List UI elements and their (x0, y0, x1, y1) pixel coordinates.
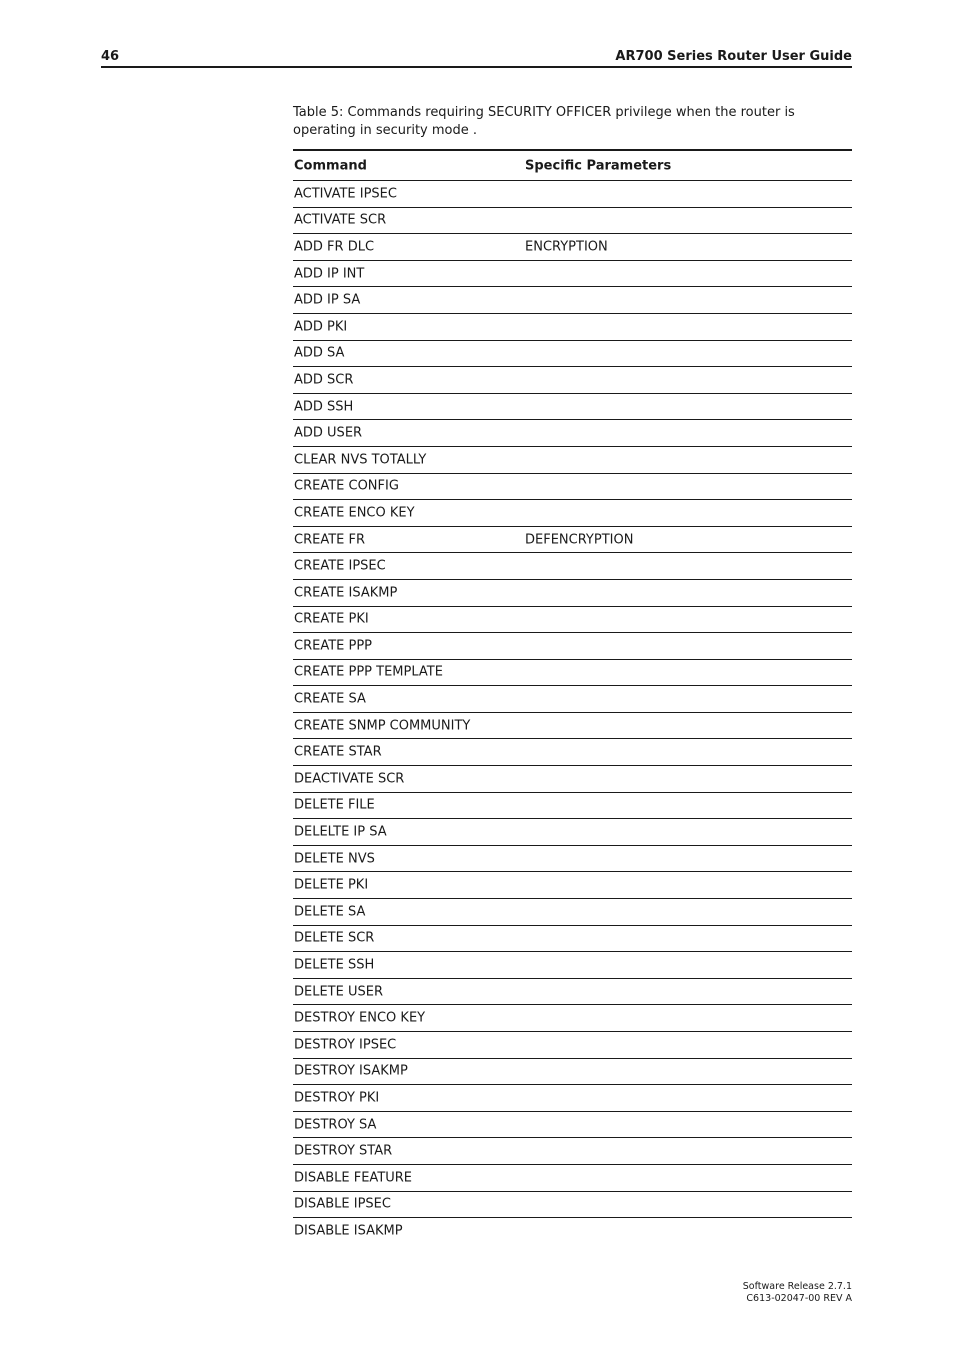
command-cell: DESTROY PKI (294, 1090, 380, 1106)
command-cell: DELETE PKI (294, 877, 369, 893)
table-row (293, 474, 852, 501)
page-footer (743, 1281, 852, 1305)
table-row (293, 261, 852, 288)
table-row (293, 793, 852, 820)
command-cell: CREATE ENCO KEY (294, 505, 415, 521)
command-cell: ACTIVATE IPSEC (294, 186, 397, 202)
table-row (293, 899, 852, 926)
table-row (293, 1032, 852, 1059)
table-row (293, 686, 852, 713)
table-row (293, 607, 852, 634)
command-cell: CREATE IPSEC (294, 558, 386, 574)
table-row (293, 1138, 852, 1165)
table-row (293, 314, 852, 341)
commands-table (293, 149, 852, 1244)
table-row (293, 926, 852, 953)
command-cell: CREATE SA (294, 691, 366, 707)
table-row (293, 394, 852, 421)
command-cell: DISABLE IPSEC (294, 1196, 391, 1212)
table-row (293, 447, 852, 474)
table-row (293, 1218, 852, 1244)
table-row (293, 553, 852, 580)
command-cell: DISABLE ISAKMP (294, 1223, 403, 1239)
table-caption: Table 5: Commands requiring SECURITY OFFICER privilege when the router is operating in security mode . (293, 105, 795, 138)
parameter-cell: ENCRYPTION (525, 239, 608, 255)
command-cell: ADD IP INT (294, 266, 365, 282)
table-row (293, 1192, 852, 1219)
command-cell: ACTIVATE SCR (294, 212, 387, 228)
command-cell: DESTROY SA (294, 1117, 377, 1133)
table-row (293, 846, 852, 873)
table-row (293, 1059, 852, 1086)
document-code: C613-02047-00 REV A (746, 1293, 852, 1304)
table-row (293, 341, 852, 368)
table-row (293, 420, 852, 447)
command-cell: CREATE CONFIG (294, 478, 399, 494)
command-cell: CREATE STAR (294, 744, 382, 760)
command-cell: CREATE PKI (294, 611, 369, 627)
table-row (293, 500, 852, 527)
command-cell: DESTROY ENCO KEY (294, 1010, 426, 1026)
parameter-cell: DEFENCRYPTION (525, 532, 634, 548)
table-row (293, 181, 852, 208)
command-cell: CREATE SNMP COMMUNITY (294, 718, 471, 734)
table-row (293, 1165, 852, 1192)
page-header (101, 48, 852, 68)
command-cell: ADD USER (294, 425, 363, 441)
table-body (293, 181, 852, 1244)
command-cell: ADD IP SA (294, 292, 361, 308)
command-cell: CREATE PPP (294, 638, 373, 654)
command-cell: DESTROY ISAKMP (294, 1063, 408, 1079)
command-cell: DEACTIVATE SCR (294, 771, 405, 787)
table-row (293, 952, 852, 979)
command-cell: DELETE SA (294, 904, 366, 920)
table-row (293, 234, 852, 261)
command-cell: DISABLE FEATURE (294, 1170, 413, 1186)
table-row (293, 367, 852, 394)
command-cell: DELETE SSH (294, 957, 375, 973)
table-row (293, 739, 852, 766)
command-cell: ADD PKI (294, 319, 348, 335)
table-row (293, 633, 852, 660)
command-cell: ADD SCR (294, 372, 354, 388)
command-cell: ADD FR DLC (294, 239, 375, 255)
table-row (293, 713, 852, 740)
table-row (293, 660, 852, 687)
table-row (293, 1112, 852, 1139)
table-row (293, 580, 852, 607)
command-cell: CREATE FR (294, 532, 366, 548)
table-row (293, 1085, 852, 1112)
document-title: AR700 Series Router User Guide (615, 49, 852, 64)
column-header-parameters: Specific Parameters (525, 158, 672, 173)
table-row (293, 208, 852, 235)
command-cell: ADD SSH (294, 399, 354, 415)
table-row (293, 527, 852, 554)
command-cell: ADD SA (294, 345, 345, 361)
table-row (293, 766, 852, 793)
table-row (293, 872, 852, 899)
table-row (293, 1005, 852, 1032)
command-cell: CLEAR NVS TOTALLY (294, 452, 427, 468)
command-cell: DESTROY STAR (294, 1143, 393, 1159)
software-release: Software Release 2.7.1 (742, 1281, 852, 1292)
table-row (293, 979, 852, 1006)
command-cell: CREATE PPP TEMPLATE (294, 664, 443, 680)
table-row (293, 819, 852, 846)
table-row (293, 287, 852, 314)
command-cell: DELETE FILE (294, 797, 375, 813)
command-cell: DESTROY IPSEC (294, 1037, 397, 1053)
command-cell: DELETE SCR (294, 930, 375, 946)
table-header (293, 151, 852, 181)
command-cell: DELETE NVS (294, 851, 375, 867)
page-number: 46 (101, 49, 120, 64)
command-cell: DELETE USER (294, 984, 383, 1000)
column-header-command: Command (294, 158, 367, 173)
command-cell: CREATE ISAKMP (294, 585, 398, 601)
command-cell: DELELTE IP SA (294, 824, 387, 840)
